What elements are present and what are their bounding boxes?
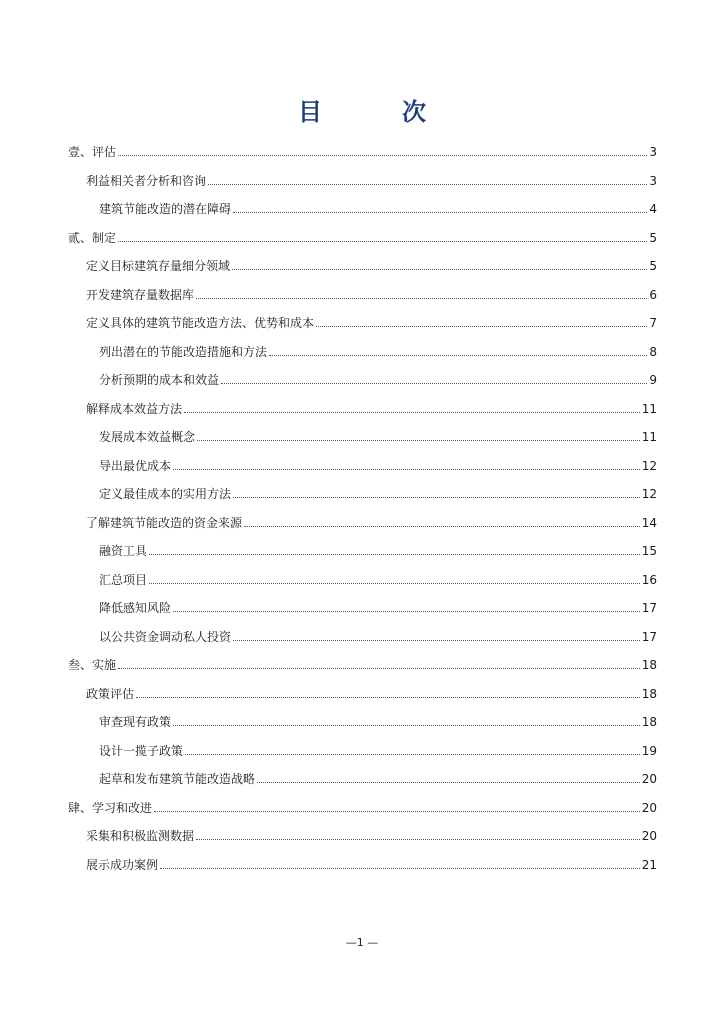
toc-entry-page-number: 5 [649, 230, 657, 245]
toc-entry[interactable] [99, 740, 657, 758]
toc-entry-label: 导出最优成本 [99, 458, 172, 473]
toc-entry-page-number: 18 [641, 658, 657, 672]
toc-dot-leader [173, 725, 640, 726]
toc-dot-leader [233, 212, 647, 213]
toc-entry-page-number: 14 [641, 515, 657, 530]
toc-entry-page-number: 6 [649, 287, 657, 302]
toc-dot-leader [154, 811, 640, 812]
toc-entry-label: 起草和发布建筑节能改造战略 [99, 772, 256, 786]
toc-entry-label: 采集和积极监测数据 [86, 829, 195, 843]
toc-entry[interactable] [86, 312, 657, 330]
toc-entry[interactable] [86, 170, 657, 188]
toc-entry[interactable] [99, 426, 657, 444]
toc-entry-page-number: 18 [641, 715, 657, 729]
toc-entry-page-number: 15 [641, 544, 657, 558]
toc-entry-label: 定义目标建筑存量细分领域 [86, 259, 231, 273]
toc-dot-leader [221, 383, 647, 384]
toc-dot-leader [149, 583, 640, 584]
toc-entry-label: 降低感知风险 [99, 601, 172, 615]
toc-entry[interactable] [99, 455, 657, 473]
toc-title: 目 次 [298, 98, 454, 126]
toc-entry[interactable] [68, 797, 657, 815]
toc-entry[interactable] [86, 683, 657, 701]
toc-entry-page-number: 20 [641, 772, 657, 786]
toc-dot-leader [269, 355, 647, 356]
toc-entry-page-number: 20 [641, 800, 657, 815]
toc-entry-label: 设计一揽子政策 [99, 743, 184, 758]
toc-entry-page-number: 19 [641, 743, 657, 758]
toc-entry-page-number: 18 [641, 686, 657, 701]
toc-dot-leader [233, 640, 640, 641]
toc-dot-leader [208, 184, 647, 185]
toc-entry[interactable] [86, 512, 657, 530]
toc-dot-leader [184, 412, 640, 413]
toc-entry-page-number: 17 [641, 601, 657, 615]
toc-dot-leader [257, 782, 640, 783]
toc-entry-page-number: 16 [641, 572, 657, 587]
toc-dot-leader [232, 269, 647, 270]
toc-entry[interactable] [99, 626, 657, 644]
toc-entry-label: 定义最佳成本的实用方法 [99, 487, 232, 501]
toc-entry-page-number: 11 [641, 401, 657, 416]
toc-entry[interactable] [86, 398, 657, 416]
toc-entry[interactable] [86, 255, 657, 273]
toc-entry-label: 融资工具 [99, 544, 148, 558]
toc-entry-label: 审查现有政策 [99, 715, 172, 729]
toc-dot-leader [197, 440, 640, 441]
toc-entry-label: 以公共资金调动私人投资 [99, 629, 232, 644]
toc-entry-label: 展示成功案例 [86, 857, 159, 872]
toc-entry[interactable] [86, 825, 657, 843]
toc-dot-leader [196, 298, 647, 299]
toc-entry-page-number: 4 [649, 202, 657, 216]
toc-entry-label: 分析预期的成本和效益 [99, 373, 220, 387]
toc-entry-page-number: 12 [641, 458, 657, 473]
toc-entry[interactable] [86, 854, 657, 872]
toc-dot-leader [118, 155, 647, 156]
toc-entry[interactable] [99, 768, 657, 786]
toc-entry-label: 解释成本效益方法 [86, 401, 183, 416]
toc-dot-leader [136, 697, 640, 698]
toc-entry[interactable] [68, 141, 657, 159]
toc-entry[interactable] [99, 540, 657, 558]
toc-entry-label: 贰、制定 [68, 230, 117, 245]
toc-entry[interactable] [99, 711, 657, 729]
toc-dot-leader [244, 526, 640, 527]
toc-entry-label: 发展成本效益概念 [99, 430, 196, 444]
toc-dot-leader [173, 611, 640, 612]
toc-entry-label: 汇总项目 [99, 572, 148, 587]
toc-entry[interactable] [99, 341, 657, 359]
toc-entry-label: 定义具体的建筑节能改造方法、优势和成本 [86, 316, 315, 330]
toc-entry-label: 肆、学习和改进 [68, 800, 153, 815]
toc-entry-label: 列出潜在的节能改造措施和方法 [99, 344, 268, 359]
toc-entry-label: 叁、实施 [68, 658, 117, 672]
toc-dot-leader [149, 554, 640, 555]
toc-entry[interactable] [99, 198, 657, 216]
toc-dot-leader [316, 326, 647, 327]
toc-dot-leader [196, 839, 640, 840]
toc-entry[interactable] [86, 284, 657, 302]
toc-entry-page-number: 5 [649, 259, 657, 273]
toc-entry-label: 开发建筑存量数据库 [86, 287, 195, 302]
toc-dot-leader [173, 469, 640, 470]
toc-entry-label: 利益相关者分析和咨询 [86, 173, 207, 188]
toc-entry-page-number: 3 [649, 173, 657, 188]
toc-entry-label: 壹、评估 [68, 145, 117, 159]
toc-entry[interactable] [99, 483, 657, 501]
toc-entry-page-number: 21 [641, 857, 657, 872]
toc-entry[interactable] [99, 369, 657, 387]
toc-entry-page-number: 20 [641, 829, 657, 843]
toc-entry[interactable] [68, 654, 657, 672]
toc-entry-page-number: 8 [649, 344, 657, 359]
toc-dot-leader [185, 754, 640, 755]
page-footer: —1 — [345, 936, 379, 949]
toc-entry-page-number: 17 [641, 629, 657, 644]
toc-entry-label: 建筑节能改造的潜在障碍 [99, 202, 232, 216]
toc-dot-leader [233, 497, 640, 498]
toc-dot-leader [118, 668, 640, 669]
toc-entry-label: 政策评估 [86, 686, 135, 701]
toc-entry-page-number: 7 [649, 316, 657, 330]
toc-entry-label: 了解建筑节能改造的资金来源 [86, 515, 243, 530]
toc-entry[interactable] [99, 597, 657, 615]
toc-entry-page-number: 12 [641, 487, 657, 501]
toc-entry-page-number: 11 [641, 430, 657, 444]
toc-dot-leader [160, 868, 640, 869]
toc-dot-leader [118, 241, 647, 242]
toc-entry-page-number: 3 [649, 145, 657, 159]
toc-entry[interactable] [68, 227, 657, 245]
toc-entry[interactable] [99, 569, 657, 587]
toc-entry-page-number: 9 [649, 373, 657, 387]
